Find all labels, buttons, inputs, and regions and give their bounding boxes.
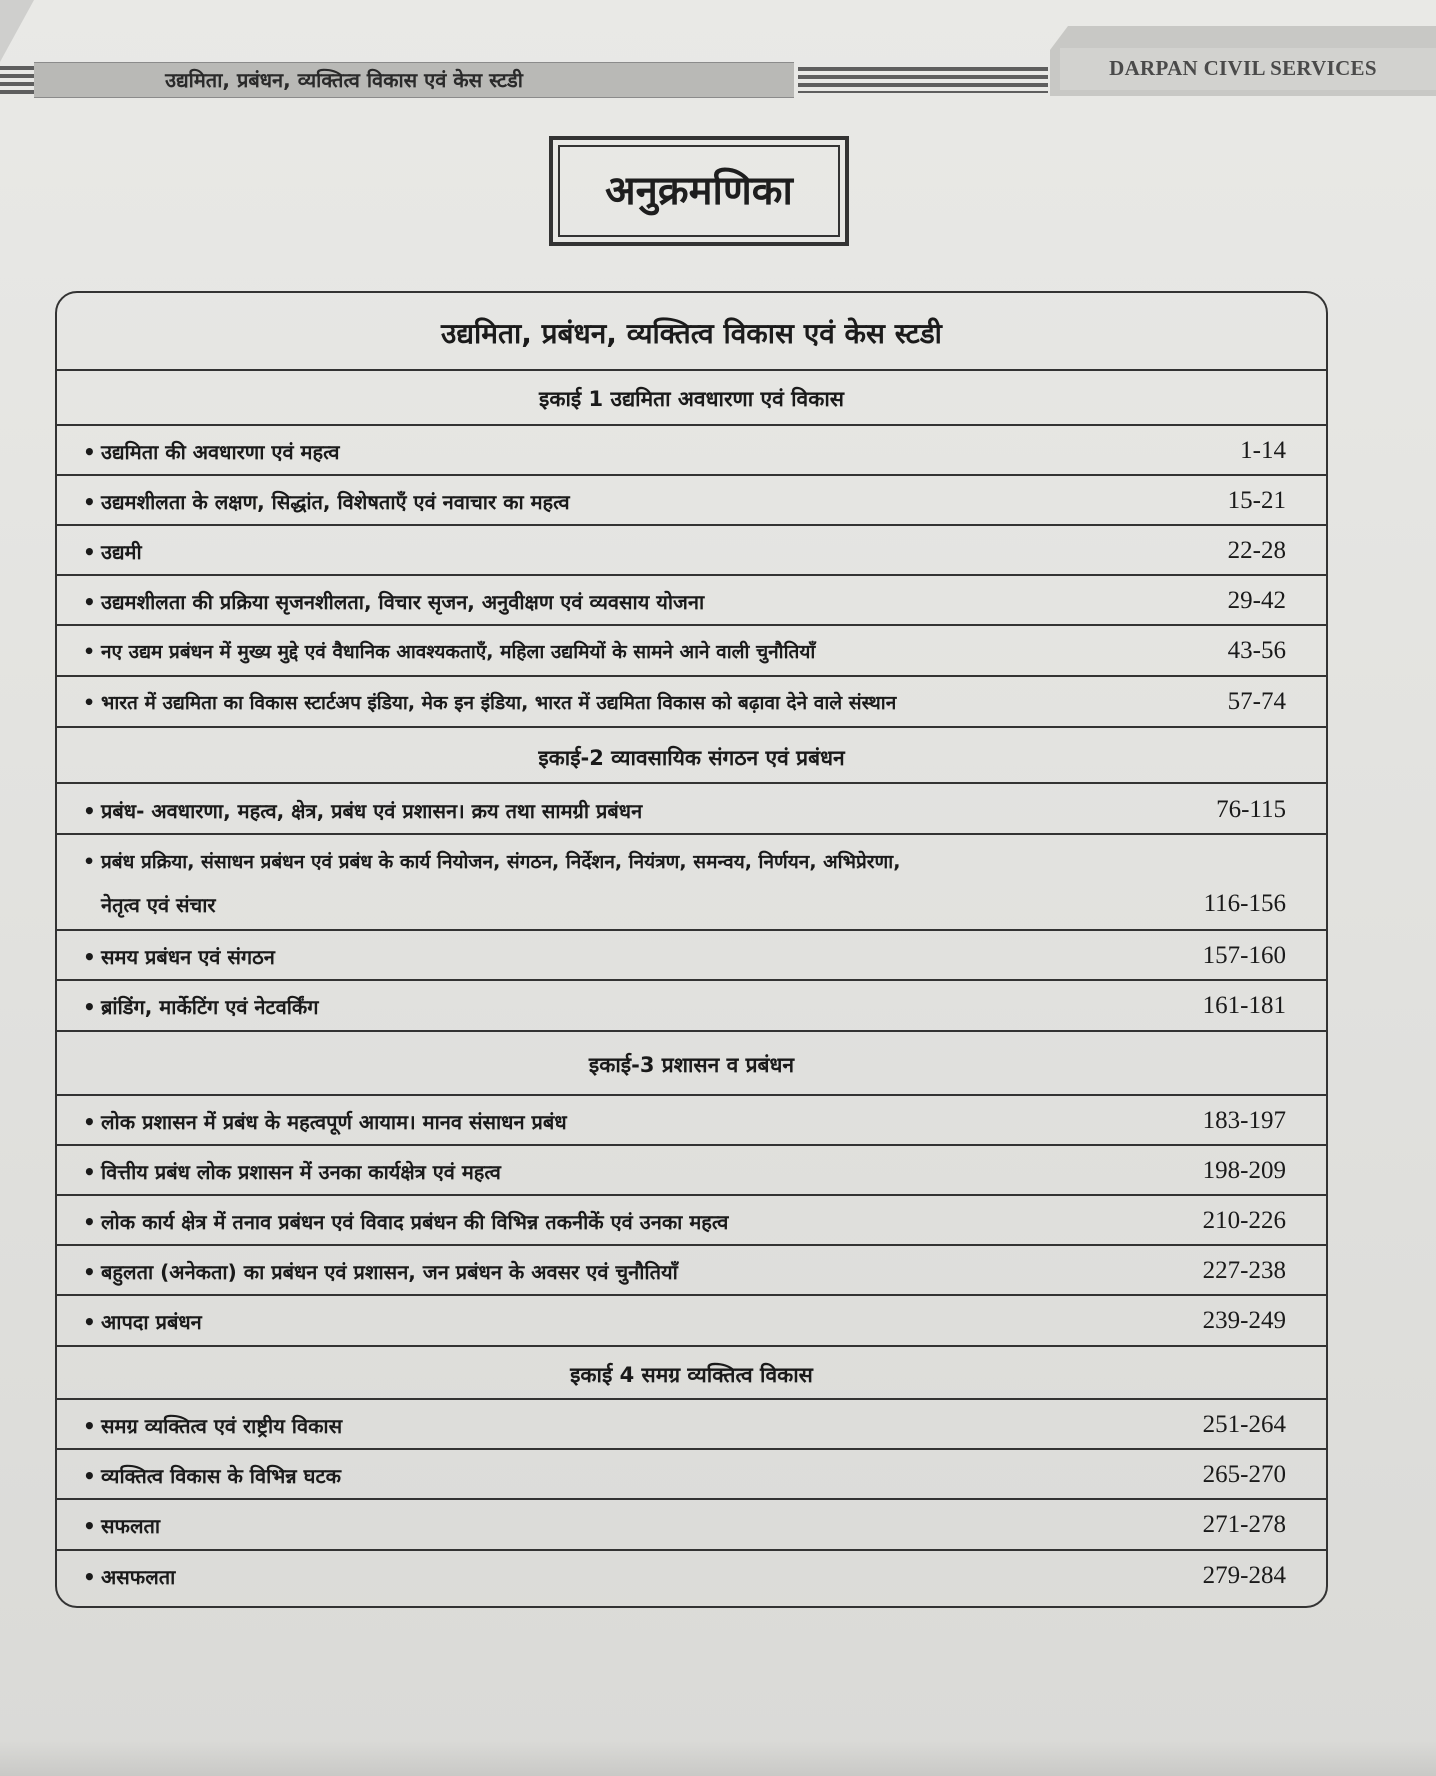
unit-heading: इकाई-2 व्यावसायिक संगठन एवं प्रबंधन (57, 728, 1326, 784)
toc-entry-text: • लोक प्रशासन में प्रबंध के महत्वपूर्ण आयाम। मानव संसाधन प्रबंध (83, 1110, 567, 1134)
page-bottom-shadow (0, 1740, 1436, 1776)
unit-heading: इकाई-3 प्रशासन व प्रबंधन (57, 1032, 1326, 1096)
toc-entry-pages: 227-238 (1202, 1257, 1286, 1284)
toc-entry[interactable] (57, 677, 1326, 728)
toc-entry[interactable] (57, 784, 1326, 835)
toc-entry[interactable] (57, 1500, 1326, 1551)
toc-entry-text: • प्रबंध- अवधारणा, महत्व, क्षेत्र, प्रबंध एवं प्रशासन। क्रय तथा सामग्री प्रबंधन (83, 799, 643, 823)
unit-heading: इकाई 4 समग्र व्यक्तित्व विकास (57, 1347, 1326, 1400)
toc-entry-pages: 183-197 (1202, 1107, 1286, 1134)
toc-entry-text: • लोक कार्य क्षेत्र में तनाव प्रबंधन एवं विवाद प्रबंधन की विभिन्न तकनीकें एवं उनका महत्व (83, 1210, 729, 1234)
toc-entry-pages: 161-181 (1202, 992, 1286, 1019)
toc-entry-pages: 251-264 (1202, 1411, 1286, 1438)
toc-entry-pages: 57-74 (1227, 688, 1286, 715)
toc-entry[interactable] (57, 835, 1326, 931)
toc-entry-pages: 239-249 (1202, 1307, 1286, 1334)
toc-entry-text: • भारत में उद्यमिता का विकास स्टार्टअप इंडिया, मेक इन इंडिया, भारत में उद्यमिता विकास को बढ़ावा देने वाले संस्थान (83, 692, 897, 714)
toc-entry-pages: 116-156 (1203, 890, 1286, 917)
toc-entry-pages: 43-56 (1227, 637, 1286, 664)
toc-entry-pages: 271-278 (1202, 1511, 1286, 1538)
toc-entry-pages: 279-284 (1202, 1562, 1286, 1589)
toc-entry-pages: 29-42 (1227, 587, 1286, 614)
table-of-contents (55, 291, 1328, 1608)
toc-entry-text: • आपदा प्रबंधन (83, 1310, 202, 1334)
toc-entry[interactable] (57, 1096, 1326, 1146)
page-title: अनुक्रमणिका (605, 168, 793, 214)
toc-entry-pages: 198-209 (1202, 1157, 1286, 1184)
toc-entry-pages: 157-160 (1202, 942, 1286, 969)
toc-entry-text: • नए उद्यम प्रबंधन में मुख्य मुद्दे एवं वैधानिक आवश्यकताएँ, महिला उद्यमियों के सामने आने वाली चुनौतियाँ (83, 641, 816, 663)
toc-entry[interactable] (57, 1450, 1326, 1500)
toc-entry[interactable] (57, 1551, 1326, 1606)
toc-entry-text: • उद्यमिता की अवधारणा एवं महत्व (83, 440, 340, 464)
toc-entry-text: • उद्यमशीलता की प्रक्रिया सृजनशीलता, विचार सृजन, अनुवीक्षण एवं व्यवसाय योजना (83, 590, 705, 614)
toc-entry-pages: 22-28 (1227, 537, 1286, 564)
header-book-title-band (34, 62, 794, 98)
page-corner (0, 0, 34, 62)
toc-entry-text: • सफलता (83, 1514, 161, 1538)
toc-entry-pages: 15-21 (1227, 487, 1286, 514)
toc-entry-text: • असफलता (83, 1565, 176, 1589)
toc-entry[interactable] (57, 526, 1326, 576)
toc-entry[interactable] (57, 1400, 1326, 1450)
unit-heading: इकाई 1 उद्यमिता अवधारणा एवं विकास (57, 369, 1326, 426)
toc-entry-text: • वित्तीय प्रबंध लोक प्रशासन में उनका कार्यक्षेत्र एवं महत्व (83, 1160, 501, 1184)
toc-title: उद्यमिता, प्रबंधन, व्यक्तित्व विकास एवं केस स्टडी (57, 293, 1326, 371)
toc-entry-text: • समय प्रबंधन एवं संगठन (83, 945, 275, 969)
toc-entry-pages: 76-115 (1216, 796, 1286, 823)
toc-entry[interactable] (57, 1246, 1326, 1296)
toc-entry-text: • उद्यमी (83, 540, 142, 564)
toc-entry-text: • बहुलता (अनेकता) का प्रबंधन एवं प्रशासन, जन प्रबंधन के अवसर एवं चुनौतियाँ (83, 1260, 678, 1284)
toc-entry-text: • ब्रांडिंग, मार्केटिंग एवं नेटवर्किंग (83, 995, 319, 1019)
toc-entry-text-continued: नेतृत्व एवं संचार (101, 893, 216, 917)
header-publisher: DARPAN CIVIL SERVICES (1109, 56, 1377, 80)
toc-entry-pages: 210-226 (1202, 1207, 1286, 1234)
toc-entry[interactable] (57, 1196, 1326, 1246)
toc-entry[interactable] (57, 1296, 1326, 1347)
toc-entry-pages: 265-270 (1202, 1461, 1286, 1488)
toc-entry-pages: 1-14 (1240, 437, 1286, 464)
header-book-title: उद्यमिता, प्रबंधन, व्यक्तित्व विकास एवं केस स्टडी (165, 68, 523, 92)
toc-entry[interactable] (57, 576, 1326, 626)
toc-entry[interactable] (57, 1146, 1326, 1196)
toc-entry-text: • प्रबंध प्रक्रिया, संसाधन प्रबंधन एवं प्रबंध के कार्य नियोजन, संगठन, निर्देशन, नियंत्रण, समन्वय, निर्णयन, अभिप्रेरणा, (83, 851, 901, 873)
toc-entry[interactable] (57, 981, 1326, 1032)
header-stripes-middle (798, 67, 1048, 93)
toc-entry[interactable] (57, 426, 1326, 476)
toc-entry-text: • समग्र व्यक्तित्व एवं राष्ट्रीय विकास (83, 1414, 343, 1438)
toc-entry-text: • व्यक्तित्व विकास के विभिन्न घटक (83, 1464, 341, 1488)
toc-entry[interactable] (57, 476, 1326, 526)
toc-entry[interactable] (57, 931, 1326, 981)
toc-entry-text: • उद्यमशीलता के लक्षण, सिद्धांत, विशेषताएँ एवं नवाचार का महत्व (83, 490, 570, 514)
toc-entry[interactable] (57, 626, 1326, 677)
